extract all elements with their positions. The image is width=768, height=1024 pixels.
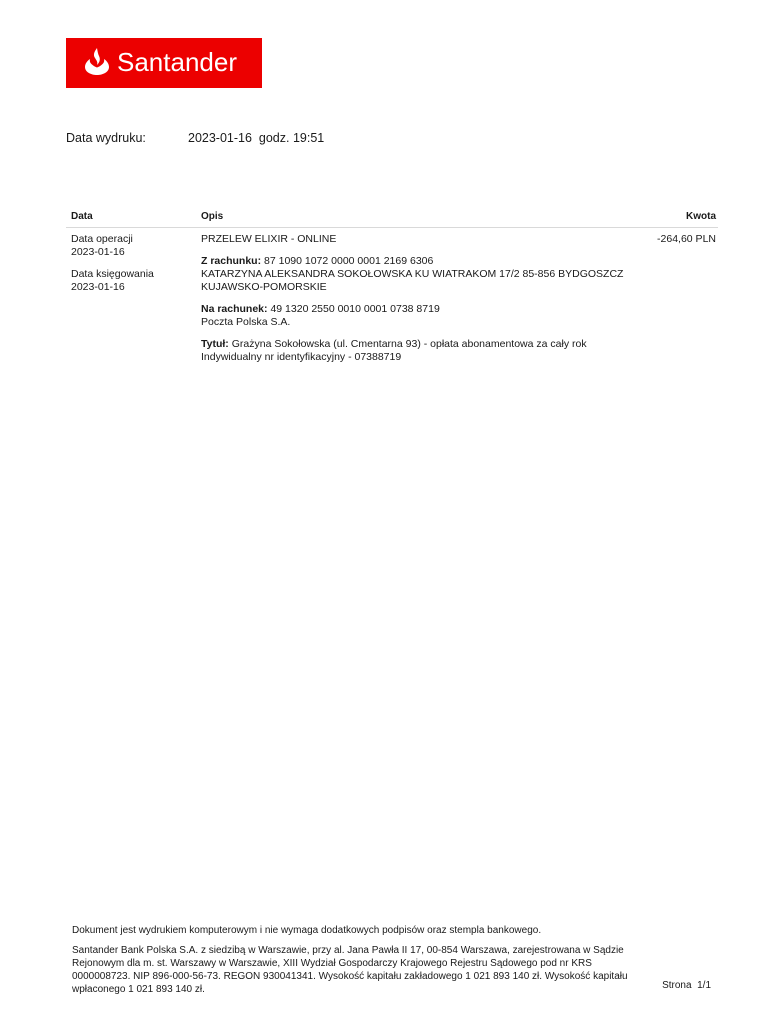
footer-legal: Santander Bank Polska S.A. z siedzibą w Warszawie, przy al. Jana Pawła II 17, 00-854 Warszawa, zarejestrowana w Sądzie Rejonowym dla m. st. Warszawy w Warszawie, XIII Wydział Gospodarczy Krajowego Rejestru Sądowego pod nr KRS 0000008723. NIP 896-000-56-73. REGON 930041341. Wysokość kapitału zakładowego 1 021 893 140 zł. Wysokość kapitału wpłaconego 1 021 893 140 zł. — [72, 945, 628, 995]
transaction-table — [66, 208, 718, 388]
footer-note: Dokument jest wydrukiem komputerowym i nie wymaga dodatkowych podpisów oraz stempla bankowego. — [72, 925, 542, 936]
from-account-number: 87 1090 1072 0000 0001 2169 6306 — [261, 255, 434, 267]
header-date: Data — [71, 211, 93, 222]
footer — [72, 924, 712, 996]
print-date-label: Data wydruku: — [66, 131, 146, 145]
from-name-line-2: KUJAWSKO-POMORSKIE — [201, 281, 327, 293]
table-header — [66, 208, 718, 228]
to-account-number: 49 1320 2550 0010 0001 0738 8719 — [267, 303, 440, 315]
operation-date: 2023-01-16 — [71, 246, 125, 258]
header-amount: Kwota — [686, 211, 716, 222]
header-description: Opis — [201, 211, 224, 222]
operation-date-label: Data operacji — [71, 233, 133, 245]
table-row — [66, 228, 718, 388]
title-text-2: Indywidualny nr identyfikacyjny - 07388719 — [201, 351, 402, 363]
date-cell — [71, 233, 191, 303]
flame-icon — [81, 46, 113, 78]
to-account-line — [201, 303, 641, 316]
print-date-value: 2023-01-16 godz. 19:51 — [188, 131, 325, 145]
title-label: Tytuł: — [201, 338, 229, 350]
title-text-1: Grażyna Sokołowska (ul. Cmentarna 93) - opłata abonamentowa za cały rok — [228, 338, 587, 350]
brand-name: Santander — [117, 47, 237, 77]
transfer-type: PRZELEW ELIXIR - ONLINE — [201, 233, 337, 245]
page-number: Strona 1/1 — [662, 980, 711, 991]
description-cell — [201, 233, 641, 373]
amount-cell: -264,60 PLN — [657, 233, 716, 245]
title-line — [201, 338, 641, 351]
from-account-line — [201, 255, 641, 268]
from-name-line-1: KATARZYNA ALEKSANDRA SOKOŁOWSKA KU WIATRAKOM 17/2 85-856 BYDGOSZCZ — [201, 268, 624, 280]
santander-logo — [66, 38, 262, 88]
to-account-label: Na rachunek: — [201, 303, 268, 315]
booking-date: 2023-01-16 — [71, 281, 125, 293]
booking-date-label: Data księgowania — [71, 268, 154, 280]
from-account-label: Z rachunku: — [201, 255, 262, 267]
to-name: Poczta Polska S.A. — [201, 316, 291, 328]
